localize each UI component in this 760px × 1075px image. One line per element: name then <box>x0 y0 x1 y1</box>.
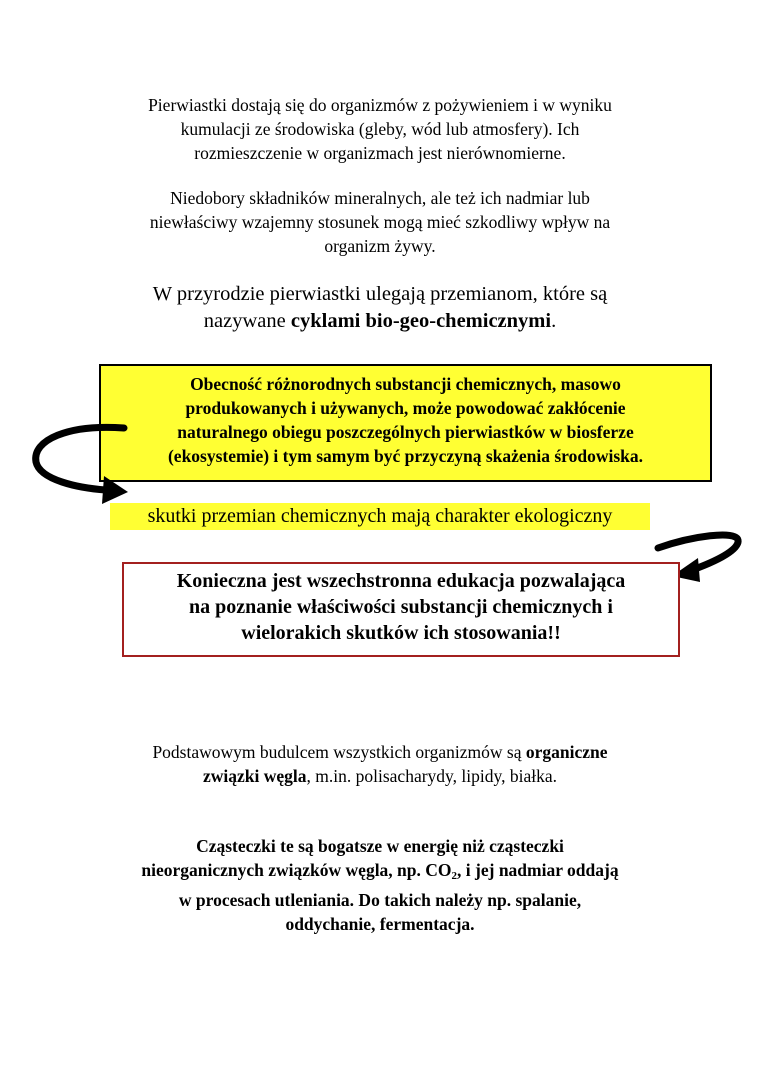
text-line: w procesach utleniania. Do takich należy np. spalanie, <box>178 890 582 910</box>
text-line: oddychanie, fermentacja. <box>285 914 475 934</box>
text-fragment: , m.in. polisacharydy, lipidy, białka. <box>306 766 557 786</box>
bold-term-organic: organiczne <box>525 742 608 762</box>
text-line: Obecność różnorodnych substancji chemicznych, masowo <box>190 374 621 394</box>
bold-term-carbon-compounds: związki węgla <box>203 766 307 786</box>
text-fragment: nieorganicznych związków węgla, np. CO <box>141 860 452 880</box>
paragraph-mineral-deficiency <box>0 186 760 258</box>
curved-arrow-left-icon <box>28 418 138 508</box>
text-line <box>0 858 760 888</box>
ecological-effects-line: skutki przemian chemicznych mają charakter ekologiczny <box>147 505 613 527</box>
text-line: W przyrodzie pierwiastki ulegają przemianom, które są <box>152 283 608 305</box>
paragraph-organic-compounds <box>0 740 760 788</box>
text-line: na poznanie właściwości substancji chemicznych i <box>189 596 613 618</box>
text-line <box>0 308 760 335</box>
text-line: organizm żywy. <box>324 236 436 256</box>
red-callout-text <box>122 568 680 646</box>
paragraph-energy-molecules <box>0 834 760 936</box>
bold-term-cycles: cyklami bio-geo-chemicznymi <box>290 310 552 332</box>
text-line: Cząsteczki te są bogatsze w energię niż cząsteczki <box>196 836 564 856</box>
text-fragment: nazywane <box>203 310 291 332</box>
subscript-2: 2 <box>451 870 458 882</box>
text-line <box>0 764 760 788</box>
text-line: Niedobory składników mineralnych, ale też ich nadmiar lub <box>170 188 590 208</box>
text-line: rozmieszczenie w organizmach jest nierównomierne. <box>194 143 566 163</box>
text-fragment: Podstawowym budulcem wszystkich organizmów są <box>152 742 526 762</box>
text-line: produkowanych i używanych, może powodować zakłócenie <box>185 398 626 418</box>
paragraph-biogeochemical-cycles <box>0 281 760 335</box>
text-line: naturalnego obiegu poszczególnych pierwiastków w biosferze <box>177 422 634 442</box>
text-line <box>0 740 760 764</box>
text-line: niewłaściwy wzajemny stosunek mogą mieć szkodliwy wpływ na <box>149 212 611 232</box>
yellow-callout-text <box>99 372 712 468</box>
text-line: Konieczna jest wszechstronna edukacja pozwalająca <box>176 570 626 592</box>
text-fragment: , i jej nadmiar oddają <box>457 860 619 880</box>
text-line: kumulacji ze środowiska (gleby, wód lub atmosfery). Ich <box>180 119 580 139</box>
text-line: wielorakich skutków ich stosowania!! <box>241 622 561 644</box>
text-fragment: . <box>551 310 557 332</box>
text-line: (ekosystemie) i tym samym być przyczyną skażenia środowiska. <box>167 446 644 466</box>
paragraph-elements-intake <box>0 93 760 165</box>
text-line: Pierwiastki dostają się do organizmów z pożywieniem i w wyniku <box>148 95 612 115</box>
